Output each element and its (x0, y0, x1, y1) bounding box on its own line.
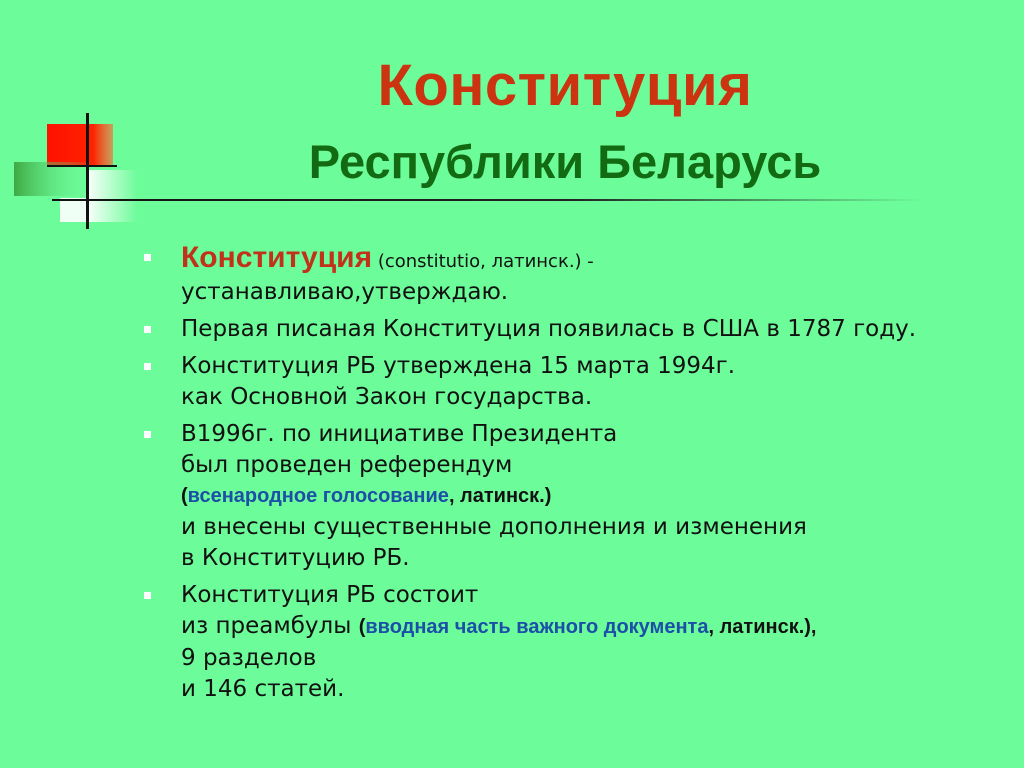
bullet-square-icon (144, 254, 151, 261)
highlight-term: всенародное голосование (187, 485, 449, 507)
bullet-square-icon (144, 431, 151, 438)
item-line: Первая писаная Конституция появилась в США в 1787 году. (181, 316, 917, 342)
item-line: Конституция РБ утверждена 15 марта 1994г. (181, 353, 736, 379)
item-line: был проведен референдум (181, 452, 513, 478)
decorative-squares-graphic (0, 0, 160, 240)
list-item (142, 314, 1002, 345)
list-item (142, 242, 1002, 308)
item-line: как Основной Закон государства. (181, 384, 593, 410)
item-line: Конституция РБ состоит (181, 582, 479, 608)
deco-white-square-small (60, 198, 90, 222)
list-item (142, 580, 1002, 705)
bullet-square-icon (144, 363, 151, 370)
title-line1: Конституция (377, 53, 753, 118)
item-line: устанавливаю,утверждаю. (181, 279, 509, 305)
item-line: и 146 статей. (181, 676, 345, 702)
highlight-term: вводная часть важного документа (365, 616, 709, 638)
term-constitution: Конституция (181, 241, 373, 274)
bullet-square-icon (144, 592, 151, 599)
etymology-text: (constitutio, латинск.) - (372, 251, 594, 272)
item-line: 9 разделов (181, 645, 317, 671)
bullet-square-icon (144, 326, 151, 333)
paren-open: ( (358, 616, 366, 638)
title-line2: Республики Беларусь (308, 135, 822, 188)
paren-rest: , латинск.), (708, 616, 817, 638)
paren-open: ( (181, 485, 188, 507)
item-line: и внесены существенные дополнения и изменения (181, 514, 807, 540)
item-line: в Конституцию РБ. (181, 545, 410, 571)
bullet-list (142, 242, 1002, 711)
list-item (142, 351, 1002, 413)
paren-rest: , латинск.) (448, 485, 552, 507)
title-divider (52, 199, 922, 201)
list-item (142, 419, 1002, 574)
item-line-prefix: из преамбулы (181, 613, 359, 639)
item-line: В1996г. по инициативе Президента (181, 421, 618, 447)
